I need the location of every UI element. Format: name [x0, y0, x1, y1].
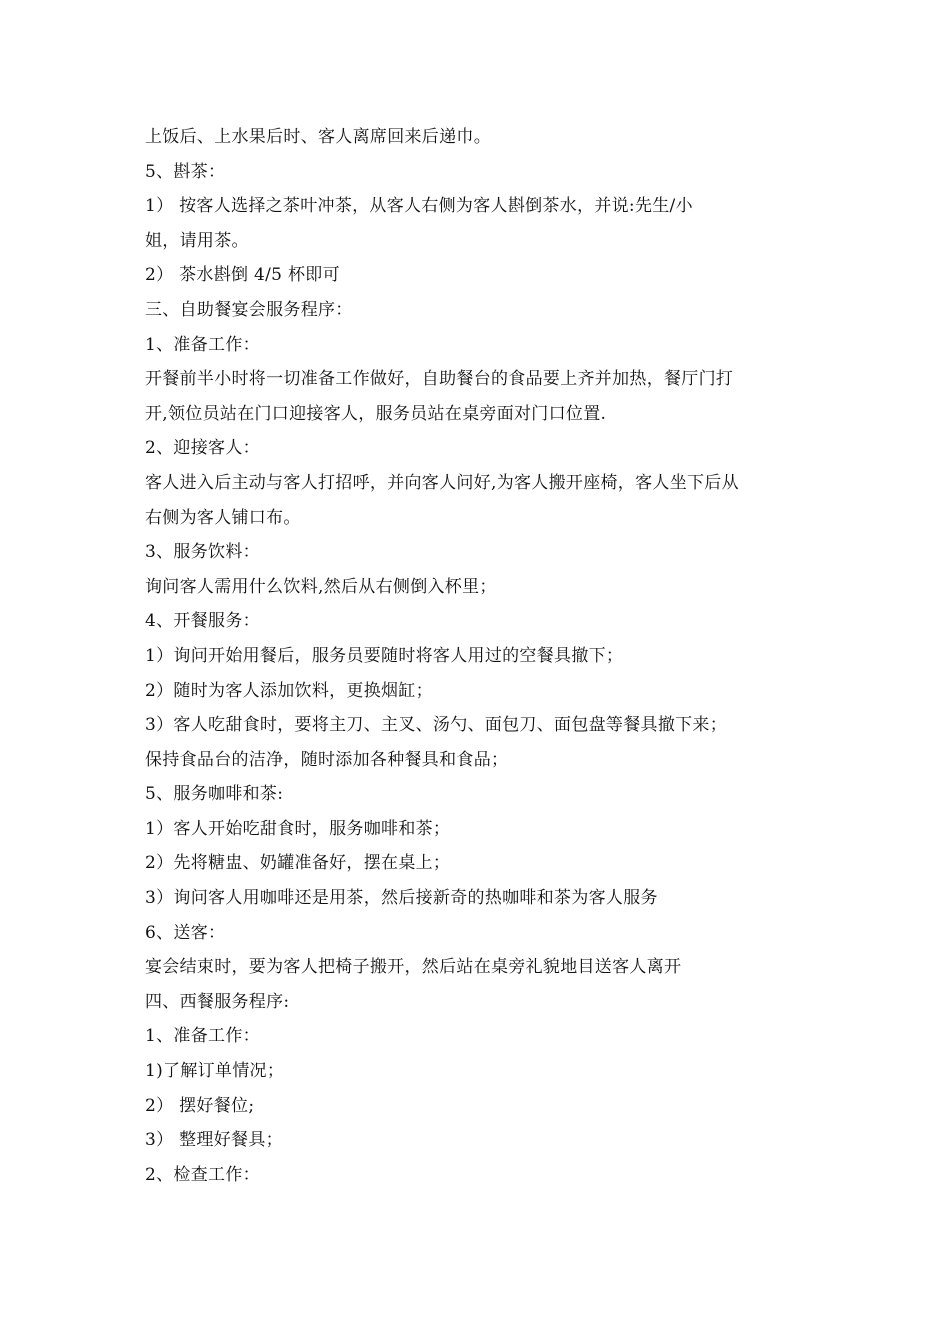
section-heading: 4、开餐服务： [145, 611, 260, 632]
text-line: 3）询问客人用咖啡还是用茶，然后接新奇的热咖啡和茶为客人服务 [145, 888, 658, 909]
section-heading: 6、送客： [145, 922, 226, 943]
section-heading: 3、服务饮料： [145, 542, 260, 563]
text-line: 姐，请用茶。 [145, 230, 249, 251]
text-line: 保持食品台的洁净，随时添加各种餐具和食品； [145, 749, 509, 770]
text-line: 上饭后、上水果后时、客人离席回来后递巾。 [145, 127, 491, 147]
text-line: 1） 按客人选择之茶叶冲茶，从客人右侧为客人斟倒茶水，并说:先生/小 [145, 196, 693, 217]
text-line: 1）客人开始吃甜食时，服务咖啡和茶； [145, 818, 451, 839]
section-heading: 2、检查工作： [145, 1164, 260, 1185]
text-line: 2） 茶水斟倒 4/5 杯即可 [145, 265, 340, 286]
section-heading: 三、自助餐宴会服务程序： [145, 299, 353, 320]
text-line: 3） 整理好餐具； [145, 1130, 283, 1151]
section-heading: 5、斟茶： [145, 161, 226, 182]
text-line: 询问客人需用什么饮料,然后从右侧倒入杯里； [145, 576, 497, 597]
text-line: 宴会结束时，要为客人把椅子搬开，然后站在桌旁礼貌地目送客人离开 [145, 957, 682, 978]
text-line: 2）随时为客人添加饮料，更换烟缸； [145, 680, 433, 701]
section-heading: 1、准备工作： [145, 334, 260, 355]
text-line: 2） 摆好餐位; [145, 1095, 255, 1116]
text-line: 右侧为客人铺口布。 [145, 507, 301, 528]
text-line: 3）客人吃甜食时，要将主刀、主叉、汤勺、面包刀、面包盘等餐具撤下来； [145, 715, 728, 736]
text-line: 开,领位员站在门口迎接客人，服务员站在桌旁面对门口位置. [145, 403, 607, 424]
section-heading: 2、迎接客人： [145, 438, 260, 459]
text-line: 1)了解订单情况； [145, 1061, 285, 1082]
text-line: 2）先将糖盅、奶罐准备好，摆在桌上； [145, 853, 451, 874]
section-heading: 1、准备工作： [145, 1026, 260, 1047]
text-line: 开餐前半小时将一切准备工作做好，自助餐台的食品要上齐并加热，餐厅门打 [145, 369, 734, 390]
text-line: 客人进入后主动与客人打招呼，并向客人问好,为客人搬开座椅，客人坐下后从 [145, 472, 739, 493]
section-heading: 5、服务咖啡和茶: [145, 784, 284, 805]
section-heading: 四、西餐服务程序: [145, 991, 290, 1012]
document-body [145, 124, 825, 1196]
text-line: 1）询问开始用餐后，服务员要随时将客人用过的空餐具撤下； [145, 645, 624, 666]
